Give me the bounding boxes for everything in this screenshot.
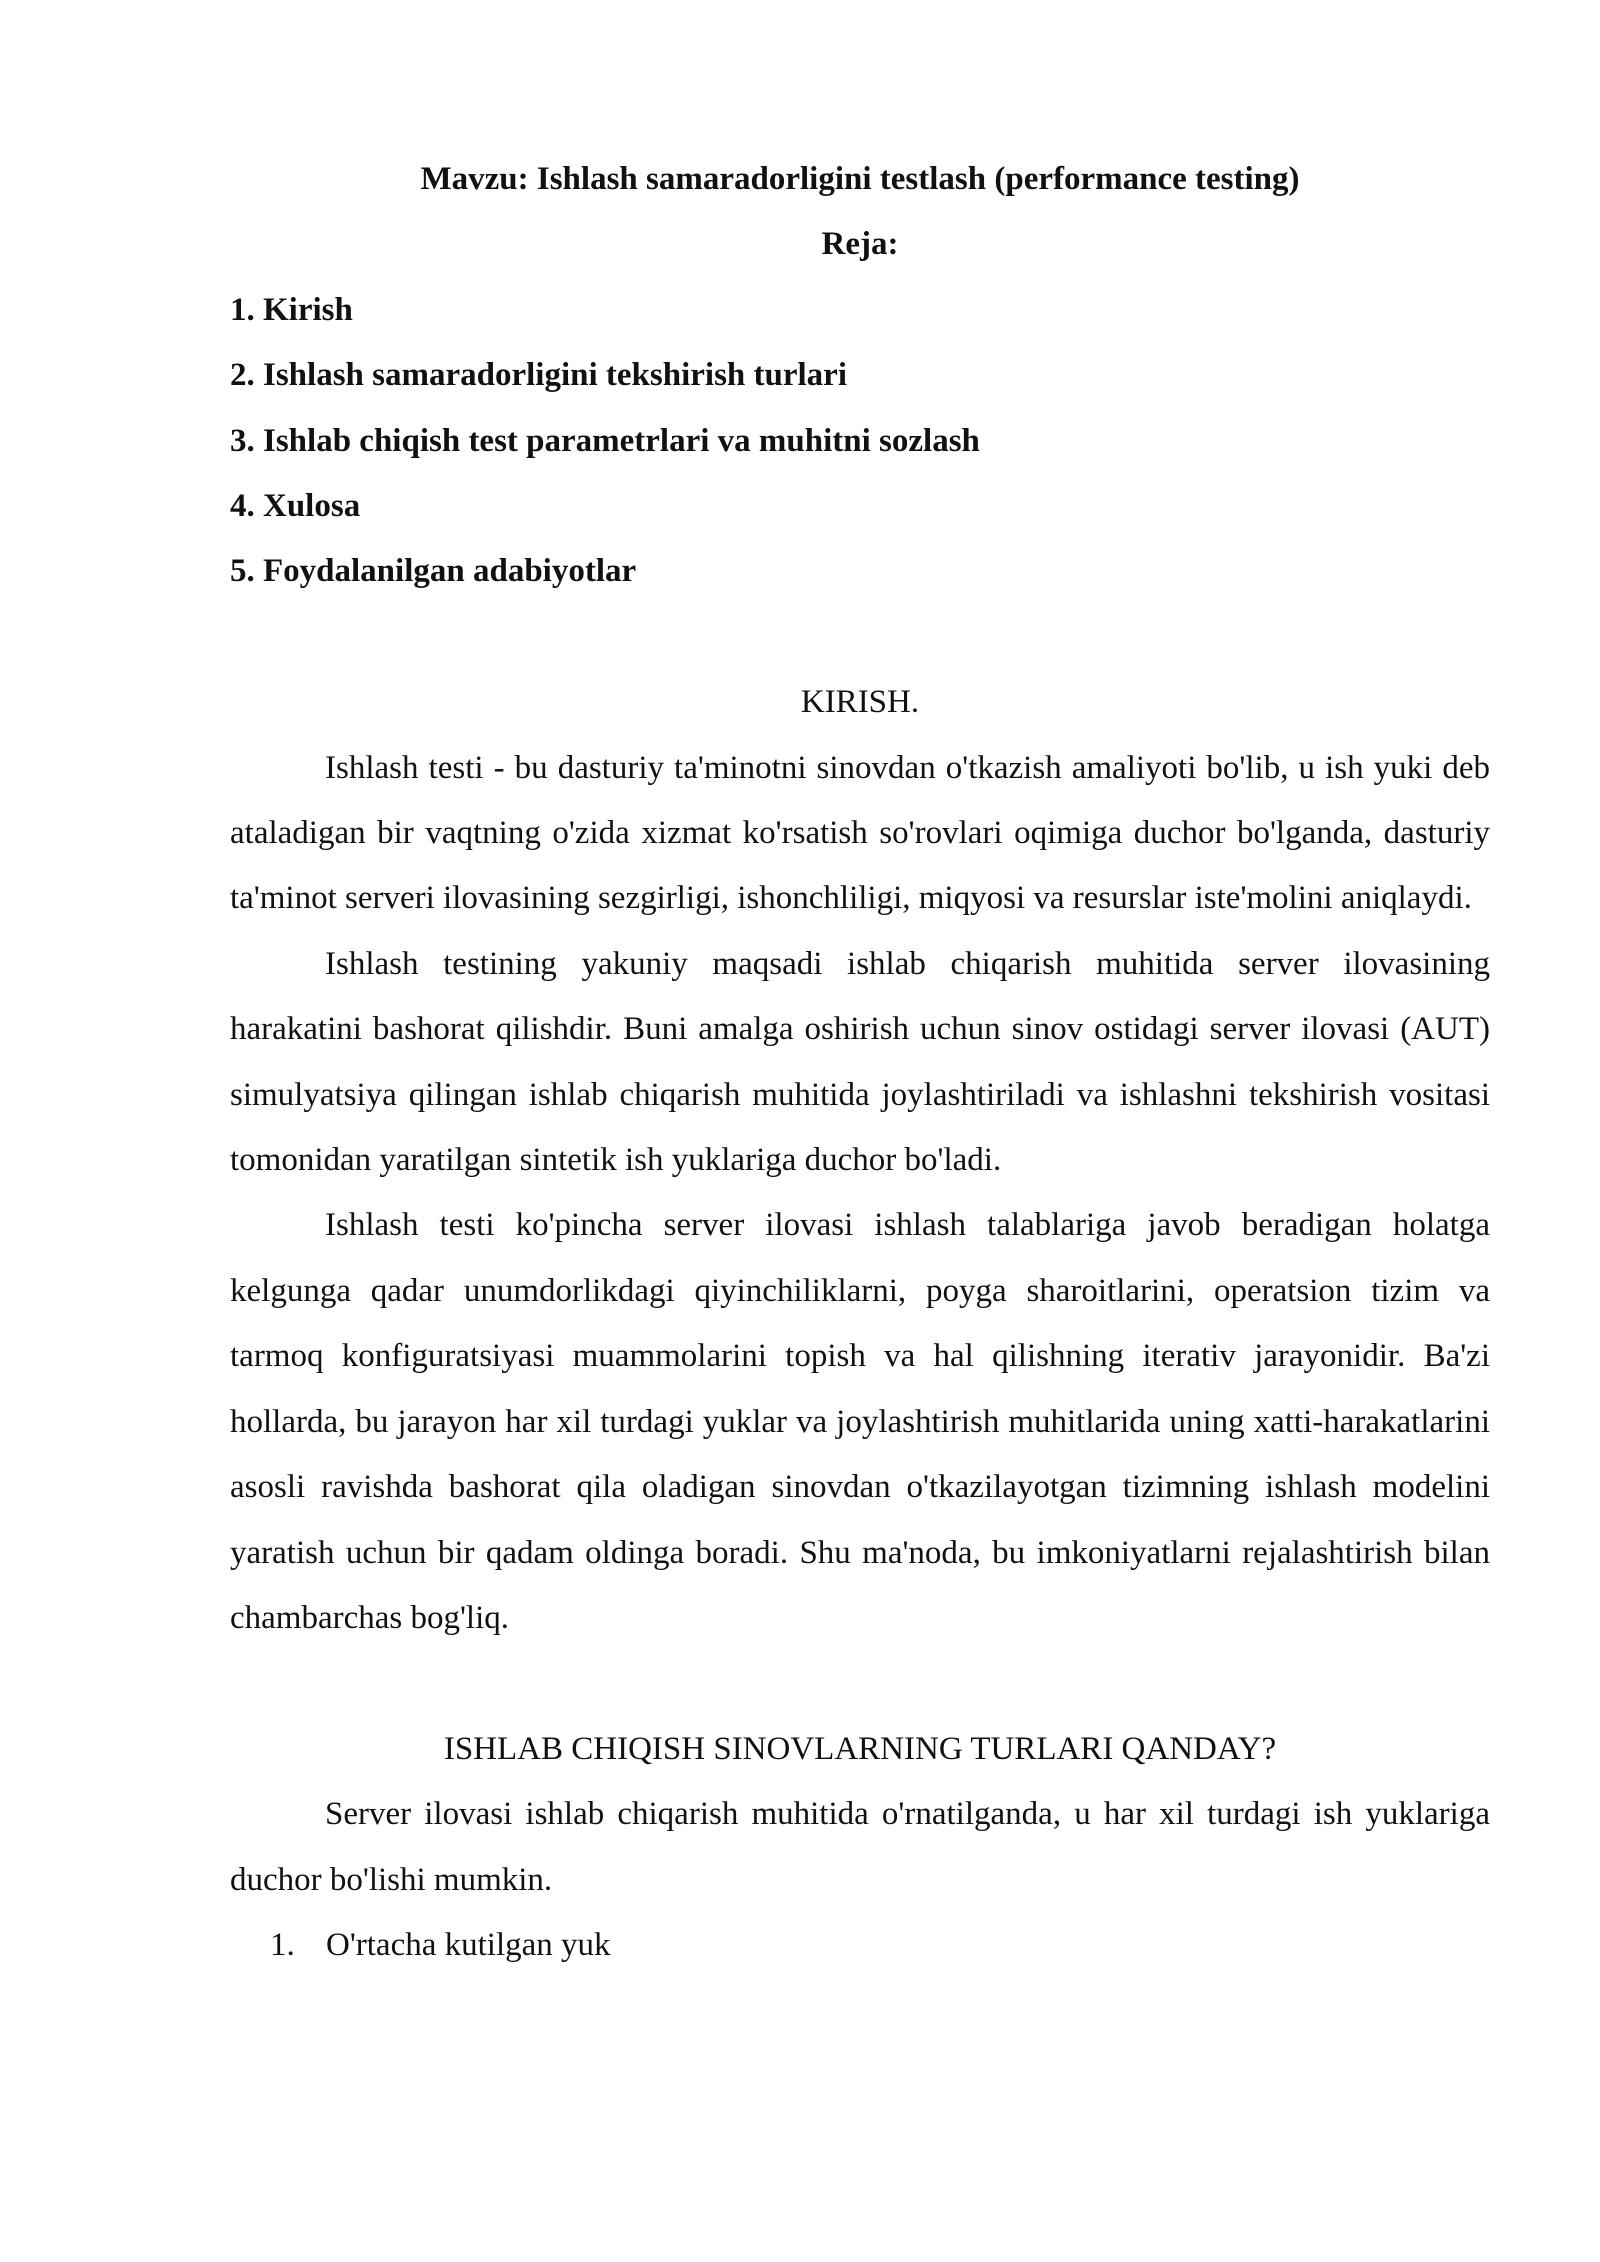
intro-paragraph: Ishlash testi - bu dasturiy ta'minotni sinovdan o'tkazish amaliyoti bo'lib, u ish yuki deb ataladigan bir vaqtning o'zida xizmat ko'rsatish so'rovlari oqimiga duchor bo'lganda, dasturiy ta'minot serveri ilovasining sezgirligi, ishonchliligi, miqyosi va resurslar iste'molini aniqlaydi. [230,749,1490,917]
plan-title: Reja: [821,226,899,263]
document-content [230,147,1490,1978]
plan-item: 3. Ishlab chiqish test parametrlari va muhitni sozlash [230,422,980,459]
plan-item: 5. Foydalanilgan adabiyotlar [230,553,637,590]
intro-paragraph: Ishlash testi ko'pincha server ilovasi ishlash talablariga javob beradigan holatga kelgunga qadar unumdorlikdagi qiyinchiliklarni, poyga sharoitlarini, operatsion tizim va tarmoq konfiguratsiyasi muammolarini topish va hal qilishning iterativ jarayonidir. Ba'zi hollarda, bu jarayon har xil turdagi yuklar va joylashtirish muhitlarida uning xatti-harakatlarini asosli ravishda bashorat qila oladigan sinovdan o'tkazilayotgan tizimning ishlash modelini yaratish uchun bir qadam oldinga boradi. Shu ma'noda, bu imkoniyatlarni rejalashtirish bilan chambarchas bog'liq. [230,1207,1490,1636]
plan-list [230,278,1490,605]
spacer [230,1651,1490,1716]
intro-heading: KIRISH. [800,684,920,721]
types-paragraph: Server ilovasi ishlab chiqarish muhitida o'rnatilganda, u har xil turdagi ish yuklariga duchor bo'lishi mumkin. [230,1796,1490,1898]
types-heading: ISHLAB CHIQISH SINOVLARNING TURLARI QANDAY? [443,1730,1277,1767]
intro-paragraph: Ishlash testining yakuniy maqsadi ishlab chiqarish muhitida server ilovasining harakatini bashorat qilishdir. Buni amalga oshirish uchun sinov ostidagi server ilovasi (AUT) simulyatsiya qilingan ishlab chiqarish muhitida joylashtiriladi va ishlashni tekshirish vositasi tomonidan yaratilgan sintetik ish yuklariga duchor bo'ladi. [230,945,1490,1179]
topic-title: Mavzu: Ishlash samaradorligini testlash (performance testing) [420,161,1300,197]
types-list-item [230,1913,1490,1978]
spacer [230,605,1490,670]
list-item-text: O'rtacha kutilgan yuk [326,1926,611,1963]
plan-item: 4. Xulosa [230,488,361,525]
plan-item: 2. Ishlash samaradorligini tekshirish turlari [230,357,847,394]
list-item-number: 1. [270,1926,295,1963]
plan-item: 1. Kirish [230,291,353,328]
